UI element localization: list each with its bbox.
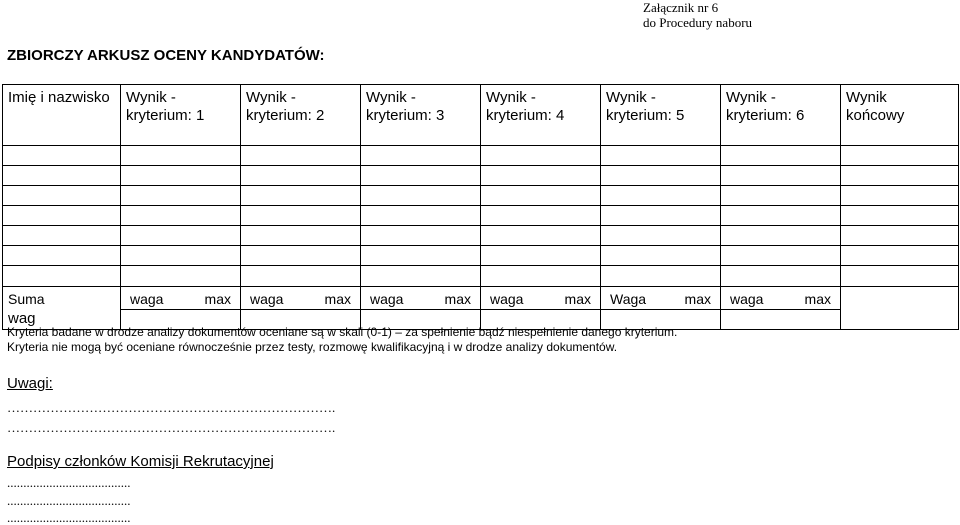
table-row[interactable] — [3, 226, 959, 246]
sum-label-cont: wag — [3, 310, 121, 330]
remarks-line-2[interactable]: …………………………………………………………………. — [7, 420, 336, 435]
weight-max-pair: Waga max — [601, 287, 721, 310]
note-1: Kryteria badane w drodze analizy dokumentów oceniane są w skali (0-1) – za spełnienie bądź niespełnienie danego kryterium. — [7, 325, 678, 339]
attachment-note — [643, 0, 752, 30]
table-row[interactable] — [3, 206, 959, 226]
signature-line-2[interactable]: ...................................... — [7, 493, 131, 508]
attachment-line-2: do Procedury naboru — [643, 15, 753, 30]
attachment-line-1: Załącznik nr 6 — [643, 0, 719, 15]
table-row[interactable] — [3, 246, 959, 266]
document-title: ZBIORCZY ARKUSZ OCENY KANDYDATÓW: — [7, 47, 325, 64]
header-row — [3, 85, 959, 146]
table-row[interactable] — [3, 166, 959, 186]
weight-sum-row — [3, 287, 959, 310]
table-row[interactable] — [3, 266, 959, 287]
signature-line-1[interactable]: ...................................... — [7, 475, 131, 490]
header-criterion-4: Wynik - kryterium: 4 — [481, 85, 601, 146]
weight-max-pair: waga max — [481, 287, 601, 310]
weight-max-pair: waga max — [361, 287, 481, 310]
table-row[interactable] — [3, 186, 959, 206]
weight-max-pair: waga max — [121, 287, 241, 310]
note-2: Kryteria nie mogą być oceniane równocześnie przez testy, rozmowę kwalifikacyjną i w drodze analizy dokumentów. — [7, 340, 618, 354]
header-criterion-6: Wynik - kryterium: 6 — [721, 85, 841, 146]
sum-label: Suma — [3, 287, 121, 310]
weight-max-pair: waga max — [241, 287, 361, 310]
remarks-label: Uwagi: — [7, 375, 53, 392]
remarks-line-1[interactable]: …………………………………………………………………. — [7, 400, 336, 415]
signatures-label: Podpisy członków Komisji Rekrutacyjnej — [7, 453, 274, 470]
weight-max-pair: waga max — [721, 287, 841, 310]
header-criterion-1: Wynik - kryterium: 1 — [121, 85, 241, 146]
signature-line-3[interactable]: ...................................... — [7, 510, 131, 525]
header-criterion-2: Wynik - kryterium: 2 — [241, 85, 361, 146]
table-row[interactable] — [3, 146, 959, 166]
evaluation-table — [2, 84, 959, 330]
header-criterion-5: Wynik - kryterium: 5 — [601, 85, 721, 146]
header-final-score: Wynik końcowy — [841, 85, 959, 146]
header-criterion-3: Wynik - kryterium: 3 — [361, 85, 481, 146]
header-name: Imię i nazwisko — [3, 85, 121, 146]
